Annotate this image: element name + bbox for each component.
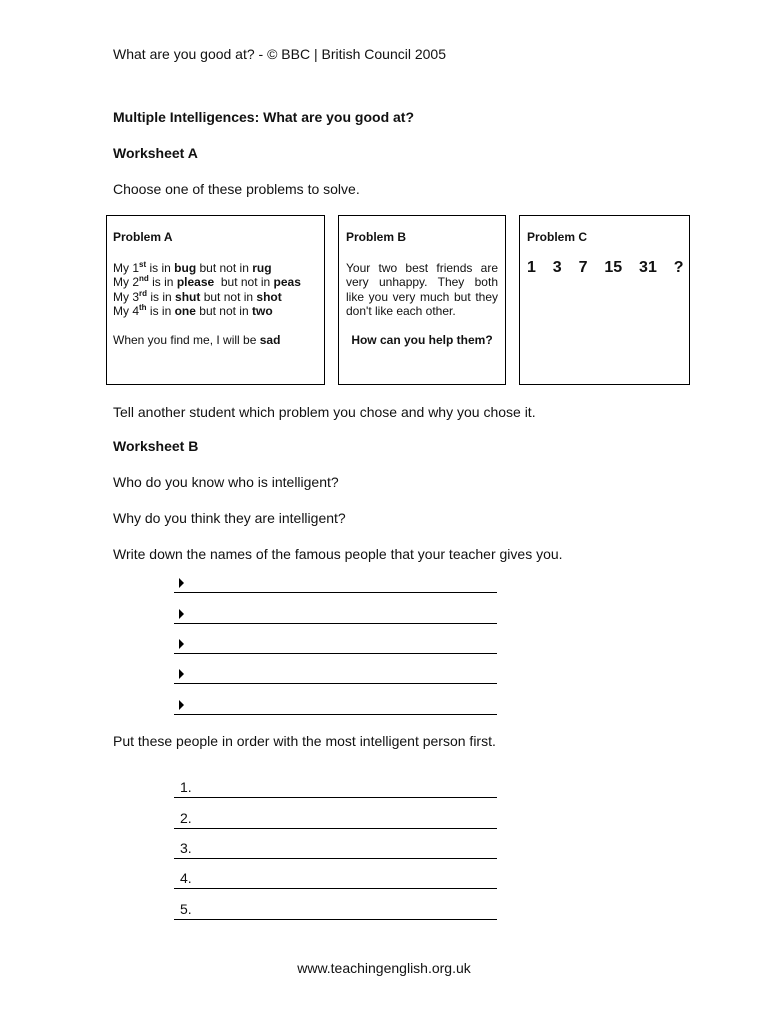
name-write-line[interactable] (174, 576, 497, 593)
ranked-write-line[interactable] (174, 781, 497, 798)
riddle-line: My 3rd is in shut but not in shot (113, 288, 282, 304)
rank-number: 5. (180, 901, 192, 917)
arrow-bullet-icon (179, 700, 184, 710)
riddle-answer-line: When you find me, I will be sad (113, 332, 281, 347)
rank-number: 2. (180, 810, 192, 826)
name-write-line[interactable] (174, 637, 497, 654)
ranked-write-line[interactable] (174, 903, 497, 920)
riddle-line: My 4th is in one but not in two (113, 303, 273, 318)
name-write-line[interactable] (174, 607, 497, 624)
name-write-line[interactable] (174, 667, 497, 684)
worksheet-a-heading: Worksheet A (113, 145, 198, 161)
problem-b-box (338, 215, 506, 385)
page-title: Multiple Intelligences: What are you good at? (113, 109, 415, 125)
names-instruction: Write down the names of the famous people that your teacher gives you. (113, 546, 563, 562)
order-instruction: Put these people in order with the most intelligent person first. (113, 733, 496, 749)
problem-c-box (519, 215, 690, 385)
problem-c-title: Problem C (527, 230, 588, 244)
number-sequence: 1 3 7 15 31 ? (527, 258, 684, 276)
riddle-lines (113, 261, 318, 319)
ranked-write-line[interactable] (174, 872, 497, 889)
problem-b-question: How can you help them? (351, 332, 493, 347)
followup-instruction: Tell another student which problem you chose and why you chose it. (113, 404, 536, 420)
problem-b-title: Problem B (346, 230, 407, 244)
worksheet-a-instruction: Choose one of these problems to solve. (113, 181, 360, 197)
problem-a-box (106, 215, 325, 385)
question-why: Why do you think they are intelligent? (113, 510, 346, 526)
name-write-line[interactable] (174, 698, 497, 715)
question-who: Who do you know who is intelligent? (113, 474, 339, 490)
ranked-write-line[interactable] (174, 842, 497, 859)
ranked-write-line[interactable] (174, 812, 497, 829)
riddle-line: My 2nd is in please but not in peas (113, 274, 301, 289)
arrow-bullet-icon (179, 639, 184, 649)
arrow-bullet-icon (179, 669, 184, 679)
footer-url: www.teachingenglish.org.uk (297, 960, 471, 976)
page-header: What are you good at? - © BBC | British Council 2005 (113, 46, 447, 62)
problem-a-title: Problem A (113, 230, 173, 244)
rank-number: 3. (180, 840, 192, 856)
rank-number: 1. (180, 779, 192, 795)
riddle-line: My 1st is in bug but not in rug (113, 259, 272, 275)
problem-b-text: Your two best friends are very unhappy. They both like you very much but they don't like each other. (346, 260, 498, 318)
arrow-bullet-icon (179, 609, 184, 619)
worksheet-b-heading: Worksheet B (113, 438, 199, 454)
rank-number: 4. (180, 870, 192, 886)
arrow-bullet-icon (179, 578, 184, 588)
